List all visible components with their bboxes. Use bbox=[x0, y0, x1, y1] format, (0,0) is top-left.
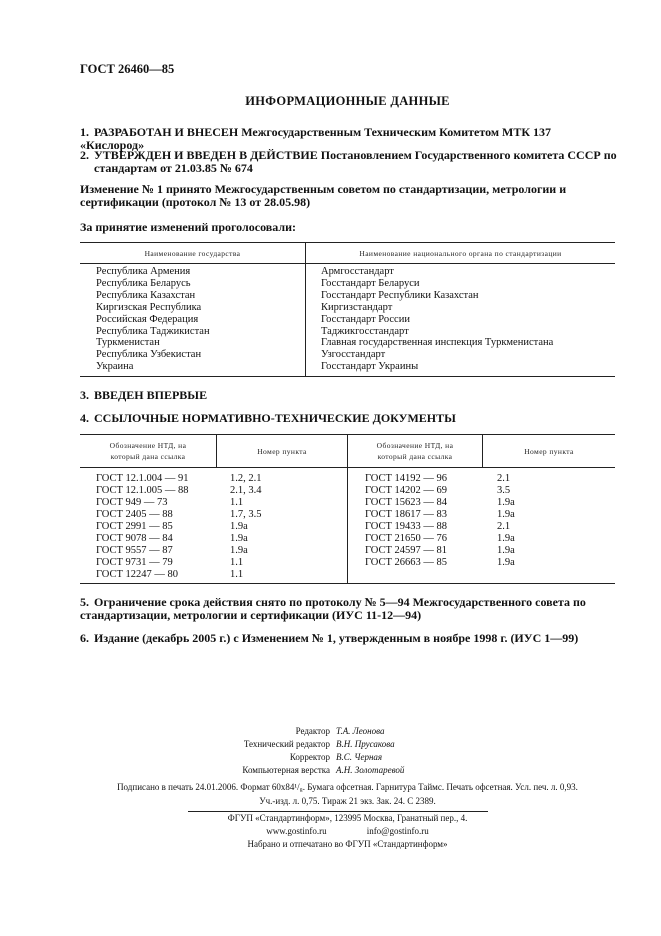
ref-doc-cell: ГОСТ 14192 — 96 bbox=[365, 473, 448, 484]
ref-item-cell: 1.9а bbox=[497, 497, 515, 508]
item-lead: РАЗРАБОТАН И ВНЕСЕН bbox=[94, 125, 239, 139]
state-name-cell: Киргизская Республика bbox=[96, 301, 202, 313]
table-rule bbox=[80, 263, 615, 264]
item-5 bbox=[80, 596, 616, 622]
refs-header-doc-line: Обозначение НТД, на bbox=[376, 441, 454, 450]
table-rule bbox=[80, 376, 615, 377]
refs-header-item: Номер пункта bbox=[257, 447, 307, 456]
refs-header-doc bbox=[80, 440, 216, 462]
editor-label: Редактор bbox=[295, 726, 330, 736]
ref-doc-cell: ГОСТ 12.1.004 — 91 bbox=[96, 473, 189, 484]
table-rule bbox=[80, 242, 615, 243]
state-name-cell: Республика Казахстан bbox=[96, 289, 196, 301]
ref-item-cell: 1.9а bbox=[497, 509, 515, 520]
table-divider bbox=[305, 242, 306, 376]
ref-doc-cell: ГОСТ 2991 — 85 bbox=[96, 521, 173, 532]
ref-item-cell: 2.1 bbox=[497, 521, 511, 532]
item-text: Издание (декабрь 2005 г.) с Изменением № 1, утвержденным в ноябре 1998 г. (ИУС 1—99) bbox=[94, 631, 579, 645]
states-header-country: Наименование государства bbox=[144, 249, 241, 258]
ref-item-cell: 1.1 bbox=[230, 497, 244, 508]
standards-body-cell: Таджикгосстандарт bbox=[321, 325, 409, 337]
ref-doc-cell: ГОСТ 949 — 73 bbox=[96, 497, 168, 508]
standards-body-cell: Госстандарт России bbox=[321, 313, 410, 325]
ref-item-cell: 2.1 bbox=[497, 473, 511, 484]
document-code: ГОСТ 26460—85 bbox=[80, 62, 175, 76]
item-number: 2. bbox=[80, 148, 89, 162]
corrector-label: Корректор bbox=[289, 752, 330, 762]
item-number: 1. bbox=[80, 125, 89, 139]
table-rule bbox=[80, 583, 615, 584]
standards-body-cell: Узгосстандарт bbox=[321, 349, 386, 361]
standards-body-cell: Госстандарт Беларуси bbox=[321, 277, 420, 289]
item-text: Постановлением Государственного комитета СССР по стандартам от 21.03.85 № 674 bbox=[94, 148, 617, 175]
standards-body-cell: Госстандарт Украины bbox=[321, 361, 419, 373]
state-name-cell: Республика Беларусь bbox=[96, 277, 191, 289]
corrector-name: В.С. Черная bbox=[336, 752, 383, 762]
state-name-cell: Республика Узбекистан bbox=[96, 349, 202, 361]
ref-item-cell: 1.9а bbox=[230, 545, 248, 556]
ref-doc-cell: ГОСТ 12247 — 80 bbox=[96, 569, 179, 580]
refs-header-doc-line: который дана ссылка bbox=[110, 452, 186, 461]
tech-editor-name: В.Н. Прусакова bbox=[336, 739, 395, 749]
publisher-url-link[interactable]: www.gostinfo.ru bbox=[266, 826, 327, 836]
publisher-line-2 bbox=[80, 826, 615, 836]
refs-header-doc bbox=[348, 440, 482, 462]
refs-header-doc-line: Обозначение НТД, на bbox=[109, 441, 187, 450]
item-lead: УТВЕРЖДЕН И ВВЕДЕН В ДЕЙСТВИЕ bbox=[94, 148, 318, 162]
refs-header-item: Номер пункта bbox=[524, 447, 574, 456]
ref-doc-cell: ГОСТ 19433 — 88 bbox=[365, 521, 448, 532]
item-3 bbox=[80, 389, 617, 402]
refs-header-doc-line: который дана ссылка bbox=[377, 452, 453, 461]
layout-name: А.Н. Золотаревой bbox=[336, 765, 405, 775]
ref-item-cell: 1.1 bbox=[230, 557, 244, 568]
ref-doc-cell: ГОСТ 26663 — 85 bbox=[365, 557, 448, 568]
item-text: Ограничение срока действия снято по протоколу № 5—94 Межгосударственного совета по стандартизации, метрологии и сертификации (ИУС 11-12—94) bbox=[80, 595, 586, 622]
ref-item-cell: 1.7, 3.5 bbox=[230, 509, 262, 520]
ref-doc-cell: ГОСТ 9557 — 87 bbox=[96, 545, 173, 556]
state-name-cell: Российская Федерация bbox=[96, 313, 199, 325]
amendment-note: Изменение № 1 принято Межгосударственным советом по стандартизации, метрологии и сертификации (протокол № 13 от 28.05.98) bbox=[80, 182, 567, 209]
voted-title: За принятие изменений проголосовали: bbox=[80, 220, 296, 234]
item-4 bbox=[80, 412, 617, 425]
ref-doc-cell: ГОСТ 14202 — 69 bbox=[365, 485, 448, 496]
state-name-cell: Украина bbox=[96, 361, 134, 373]
ref-item-cell: 3.5 bbox=[497, 485, 511, 496]
ref-doc-cell: ГОСТ 15623 — 84 bbox=[365, 497, 448, 508]
ref-item-cell: 1.9а bbox=[230, 521, 248, 532]
ref-item-cell: 1.1 bbox=[230, 569, 244, 580]
ref-doc-cell: ГОСТ 24597 — 81 bbox=[365, 545, 448, 556]
item-number: 6. bbox=[80, 631, 89, 645]
page-title: ИНФОРМАЦИОННЫЕ ДАННЫЕ bbox=[245, 94, 450, 108]
item-number: 4. bbox=[80, 411, 89, 425]
publisher-line-3: Набрано и отпечатано во ФГУП «Стандартинформ» bbox=[247, 839, 448, 849]
states-header-body: Наименование национального органа по стандартизации bbox=[359, 249, 562, 258]
standards-body-cell: Армгосстандарт bbox=[321, 266, 394, 277]
ref-doc-cell: ГОСТ 9731 — 79 bbox=[96, 557, 173, 568]
publisher-email-link[interactable]: info@gostinfo.ru bbox=[366, 826, 429, 836]
ref-doc-cell: ГОСТ 21650 — 76 bbox=[365, 533, 448, 544]
imprint-line-1: Подписано в печать 24.01.2006. Формат 60х84¹/₈. Бумага офсетная. Гарнитура Таймс. Печать офсетная. Усл. печ. л. 0,93. bbox=[117, 782, 578, 792]
ref-item-cell: 1.9а bbox=[230, 533, 248, 544]
item-number: 3. bbox=[80, 388, 89, 402]
publisher-line-1: ФГУП «Стандартинформ», 123995 Москва, Гранатный пер., 4. bbox=[227, 813, 468, 823]
standards-body-cell: Госстандарт Республики Казахстан bbox=[321, 289, 479, 301]
item-6 bbox=[80, 632, 617, 645]
ref-doc-cell: ГОСТ 2405 — 88 bbox=[96, 509, 173, 520]
ref-item-cell: 1.2, 2.1 bbox=[230, 473, 262, 484]
standards-body-cell: Главная государственная инспекция Туркменистана bbox=[321, 337, 554, 349]
ref-item-cell: 1.9а bbox=[497, 545, 515, 556]
imprint-line-2: Уч.-изд. л. 0,75. Тираж 21 экз. Зак. 24. С 2389. bbox=[259, 796, 436, 806]
ref-doc-cell: ГОСТ 12.1.005 — 88 bbox=[96, 485, 189, 496]
layout-label: Компьютерная верстка bbox=[242, 765, 330, 775]
ref-doc-cell: ГОСТ 9078 — 84 bbox=[96, 533, 173, 544]
item-2 bbox=[80, 149, 631, 175]
item-lead: ВВЕДЕН ВПЕРВЫЕ bbox=[94, 388, 208, 402]
item-text: Межгосударственным Техническим Комитетом МТК 137 «Кислород» bbox=[80, 125, 552, 152]
ref-item-cell: 2.1, 3.4 bbox=[230, 485, 262, 496]
ref-doc-cell: ГОСТ 18617 — 83 bbox=[365, 509, 448, 520]
divider bbox=[188, 811, 488, 812]
ref-item-cell: 1.9а bbox=[497, 533, 515, 544]
item-lead: ССЫЛОЧНЫЕ НОРМАТИВНО-ТЕХНИЧЕСКИЕ ДОКУМЕНТЫ bbox=[94, 411, 456, 425]
editor-name: Т.А. Леонова bbox=[336, 726, 385, 736]
state-name-cell: Республика Армения bbox=[96, 266, 191, 277]
standards-body-cell: Киргизстандарт bbox=[321, 301, 393, 313]
item-number: 5. bbox=[80, 595, 89, 609]
ref-item-cell: 1.9а bbox=[497, 557, 515, 568]
state-name-cell: Республика Таджикистан bbox=[96, 325, 210, 337]
tech-editor-label: Технический редактор bbox=[243, 739, 330, 749]
state-name-cell: Туркменистан bbox=[96, 337, 160, 349]
